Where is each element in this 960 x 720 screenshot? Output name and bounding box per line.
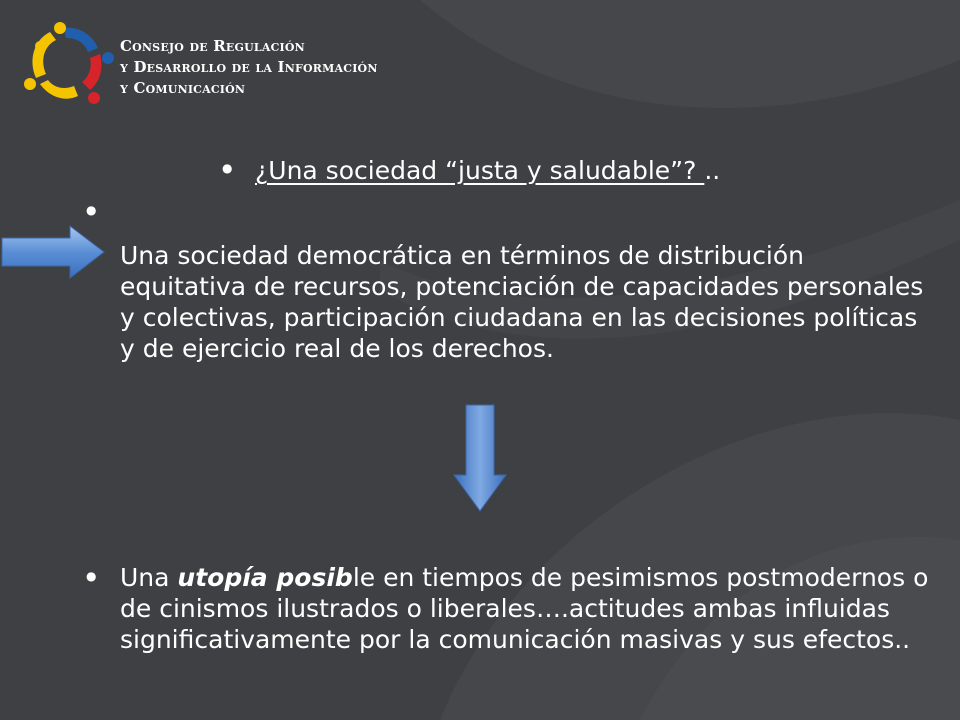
organization-logo: [20, 18, 116, 106]
paragraph-democratic-society: Una sociedad democrática en términos de distribución equitativa de recursos, potenciación de capacidades personales y colectivas, participación ciudadana en las decisiones políticas y de ejercicio real de los derechos.: [120, 241, 924, 363]
org-name-line-3: y Comunicación: [120, 79, 246, 97]
bullet-question: ●: [222, 161, 233, 175]
org-name-line-2: y Desarrollo de la Información: [120, 58, 378, 76]
bullet-utopia: ●: [86, 569, 97, 583]
bullet-empty: ●: [86, 203, 97, 217]
question-text: ¿Una sociedad “justa y saludable”?: [255, 156, 705, 185]
question-line: [255, 155, 720, 186]
utopia-rest: le en tiempos de pesimismos postmodernos o de cinismos ilustrados o liberales….actitudes ambas influidas significativamente por la comunicación masivas y sus efectos..: [120, 563, 929, 654]
utopia-emphasis: utopía posib: [177, 563, 353, 592]
arrow-down-icon: [452, 403, 508, 513]
organization-name: [120, 36, 378, 99]
org-name-line-1: Consejo de Regulación: [120, 37, 305, 55]
utopia-prefix: Una: [120, 563, 178, 592]
arrow-right-icon: [0, 224, 108, 280]
question-suffix: ..: [704, 156, 721, 185]
paragraph-utopia: [120, 562, 935, 655]
